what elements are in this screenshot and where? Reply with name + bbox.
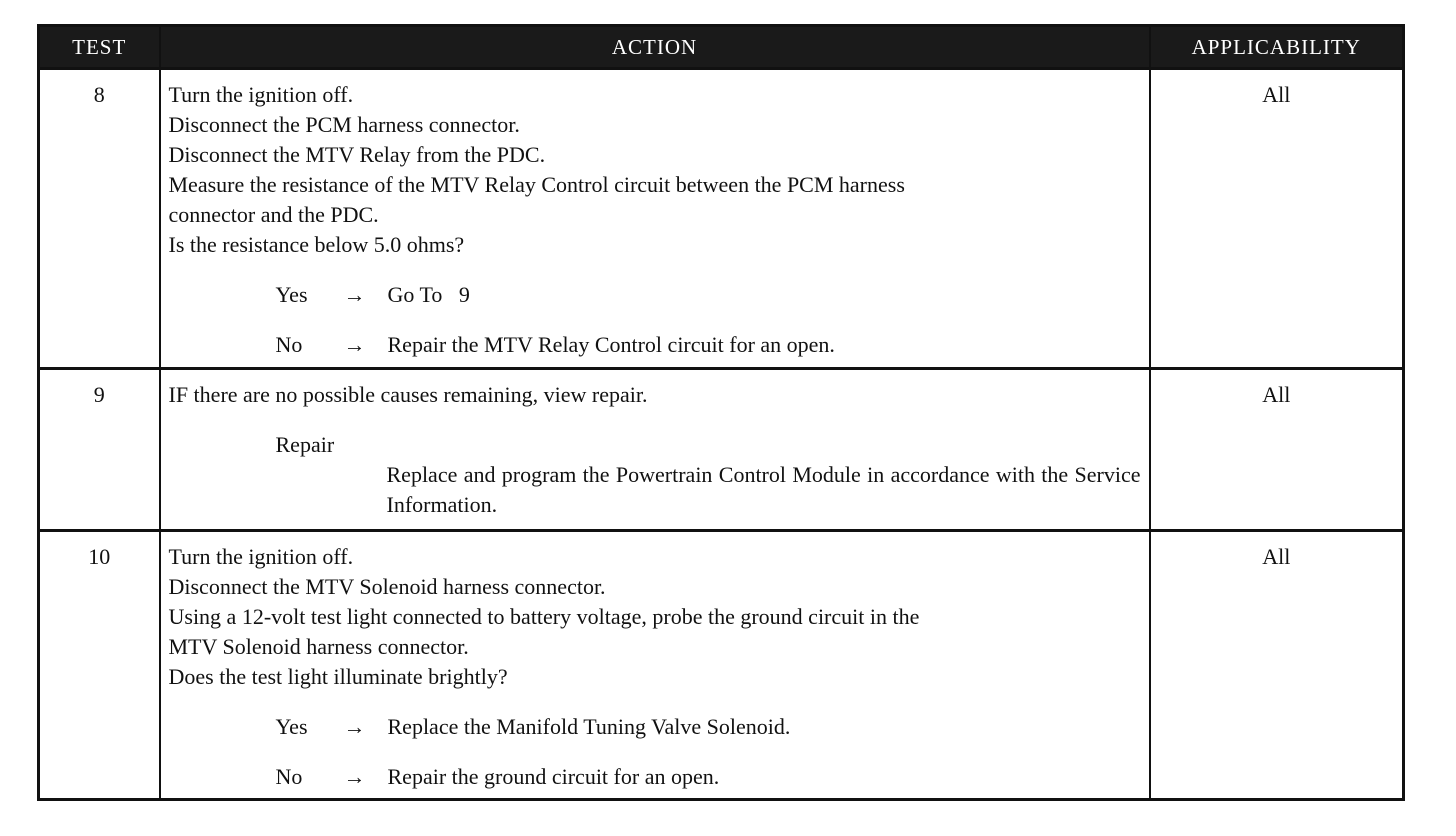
action-line: Disconnect the PCM harness connector. xyxy=(168,112,520,137)
action-line: connector and the PDC. xyxy=(168,202,379,227)
response-list xyxy=(169,712,1141,792)
table-row-test-9 xyxy=(39,369,1404,531)
response-label: No xyxy=(275,332,303,357)
action-line: Measure the resistance of the MTV Relay Control circuit between the PCM harness xyxy=(168,172,905,197)
response-yes xyxy=(276,280,1141,310)
test-number: 10 xyxy=(39,531,160,800)
right-arrow-icon: → xyxy=(343,282,366,307)
table-header-row xyxy=(39,26,1404,69)
applicability-value: All xyxy=(1150,69,1404,369)
header-test: TEST xyxy=(39,26,160,69)
response-text: Go To 9 xyxy=(387,282,470,307)
response-no xyxy=(276,330,1141,360)
header-action: ACTION xyxy=(160,26,1150,69)
action-line: Is the resistance below 5.0 ohms? xyxy=(168,232,465,257)
action-cell xyxy=(160,531,1150,800)
response-yes xyxy=(276,712,1141,742)
applicability-value: All xyxy=(1150,531,1404,800)
response-text: Repair the MTV Relay Control circuit for an open. xyxy=(387,332,835,357)
response-no xyxy=(276,762,1141,792)
table-row-test-10 xyxy=(39,531,1404,800)
action-line: IF there are no possible causes remaining, view repair. xyxy=(168,382,648,407)
response-label: No xyxy=(275,764,303,789)
action-line: Disconnect the MTV Solenoid harness connector. xyxy=(168,574,606,599)
test-number: 9 xyxy=(39,369,160,531)
header-applicability: APPLICABILITY xyxy=(1150,26,1404,69)
response-text: Repair the ground circuit for an open. xyxy=(387,764,720,789)
repair-block xyxy=(169,430,1141,520)
response-label: Yes xyxy=(275,282,308,307)
response-text: Replace the Manifold Tuning Valve Solenoid. xyxy=(387,714,791,739)
right-arrow-icon: → xyxy=(343,332,366,357)
right-arrow-icon: → xyxy=(343,764,366,789)
response-list xyxy=(169,280,1141,360)
action-line: Turn the ignition off. xyxy=(168,544,354,569)
action-cell xyxy=(160,369,1150,531)
action-line: MTV Solenoid harness connector. xyxy=(168,634,469,659)
diagnostic-test-table xyxy=(37,24,1405,801)
table-row-test-8 xyxy=(39,69,1404,369)
action-line: Using a 12-volt test light connected to battery voltage, probe the ground circuit in the xyxy=(168,604,920,629)
test-number: 8 xyxy=(39,69,160,369)
right-arrow-icon: → xyxy=(343,714,366,739)
action-cell xyxy=(160,69,1150,369)
repair-label: Repair xyxy=(275,432,335,457)
applicability-value: All xyxy=(1150,369,1404,531)
action-line: Disconnect the MTV Relay from the PDC. xyxy=(168,142,546,167)
response-label: Yes xyxy=(275,714,308,739)
action-line: Turn the ignition off. xyxy=(168,82,354,107)
repair-text: Replace and program the Powertrain Control Module in accordance with the Service Information. xyxy=(386,462,1141,517)
action-line: Does the test light illuminate brightly? xyxy=(168,664,508,689)
